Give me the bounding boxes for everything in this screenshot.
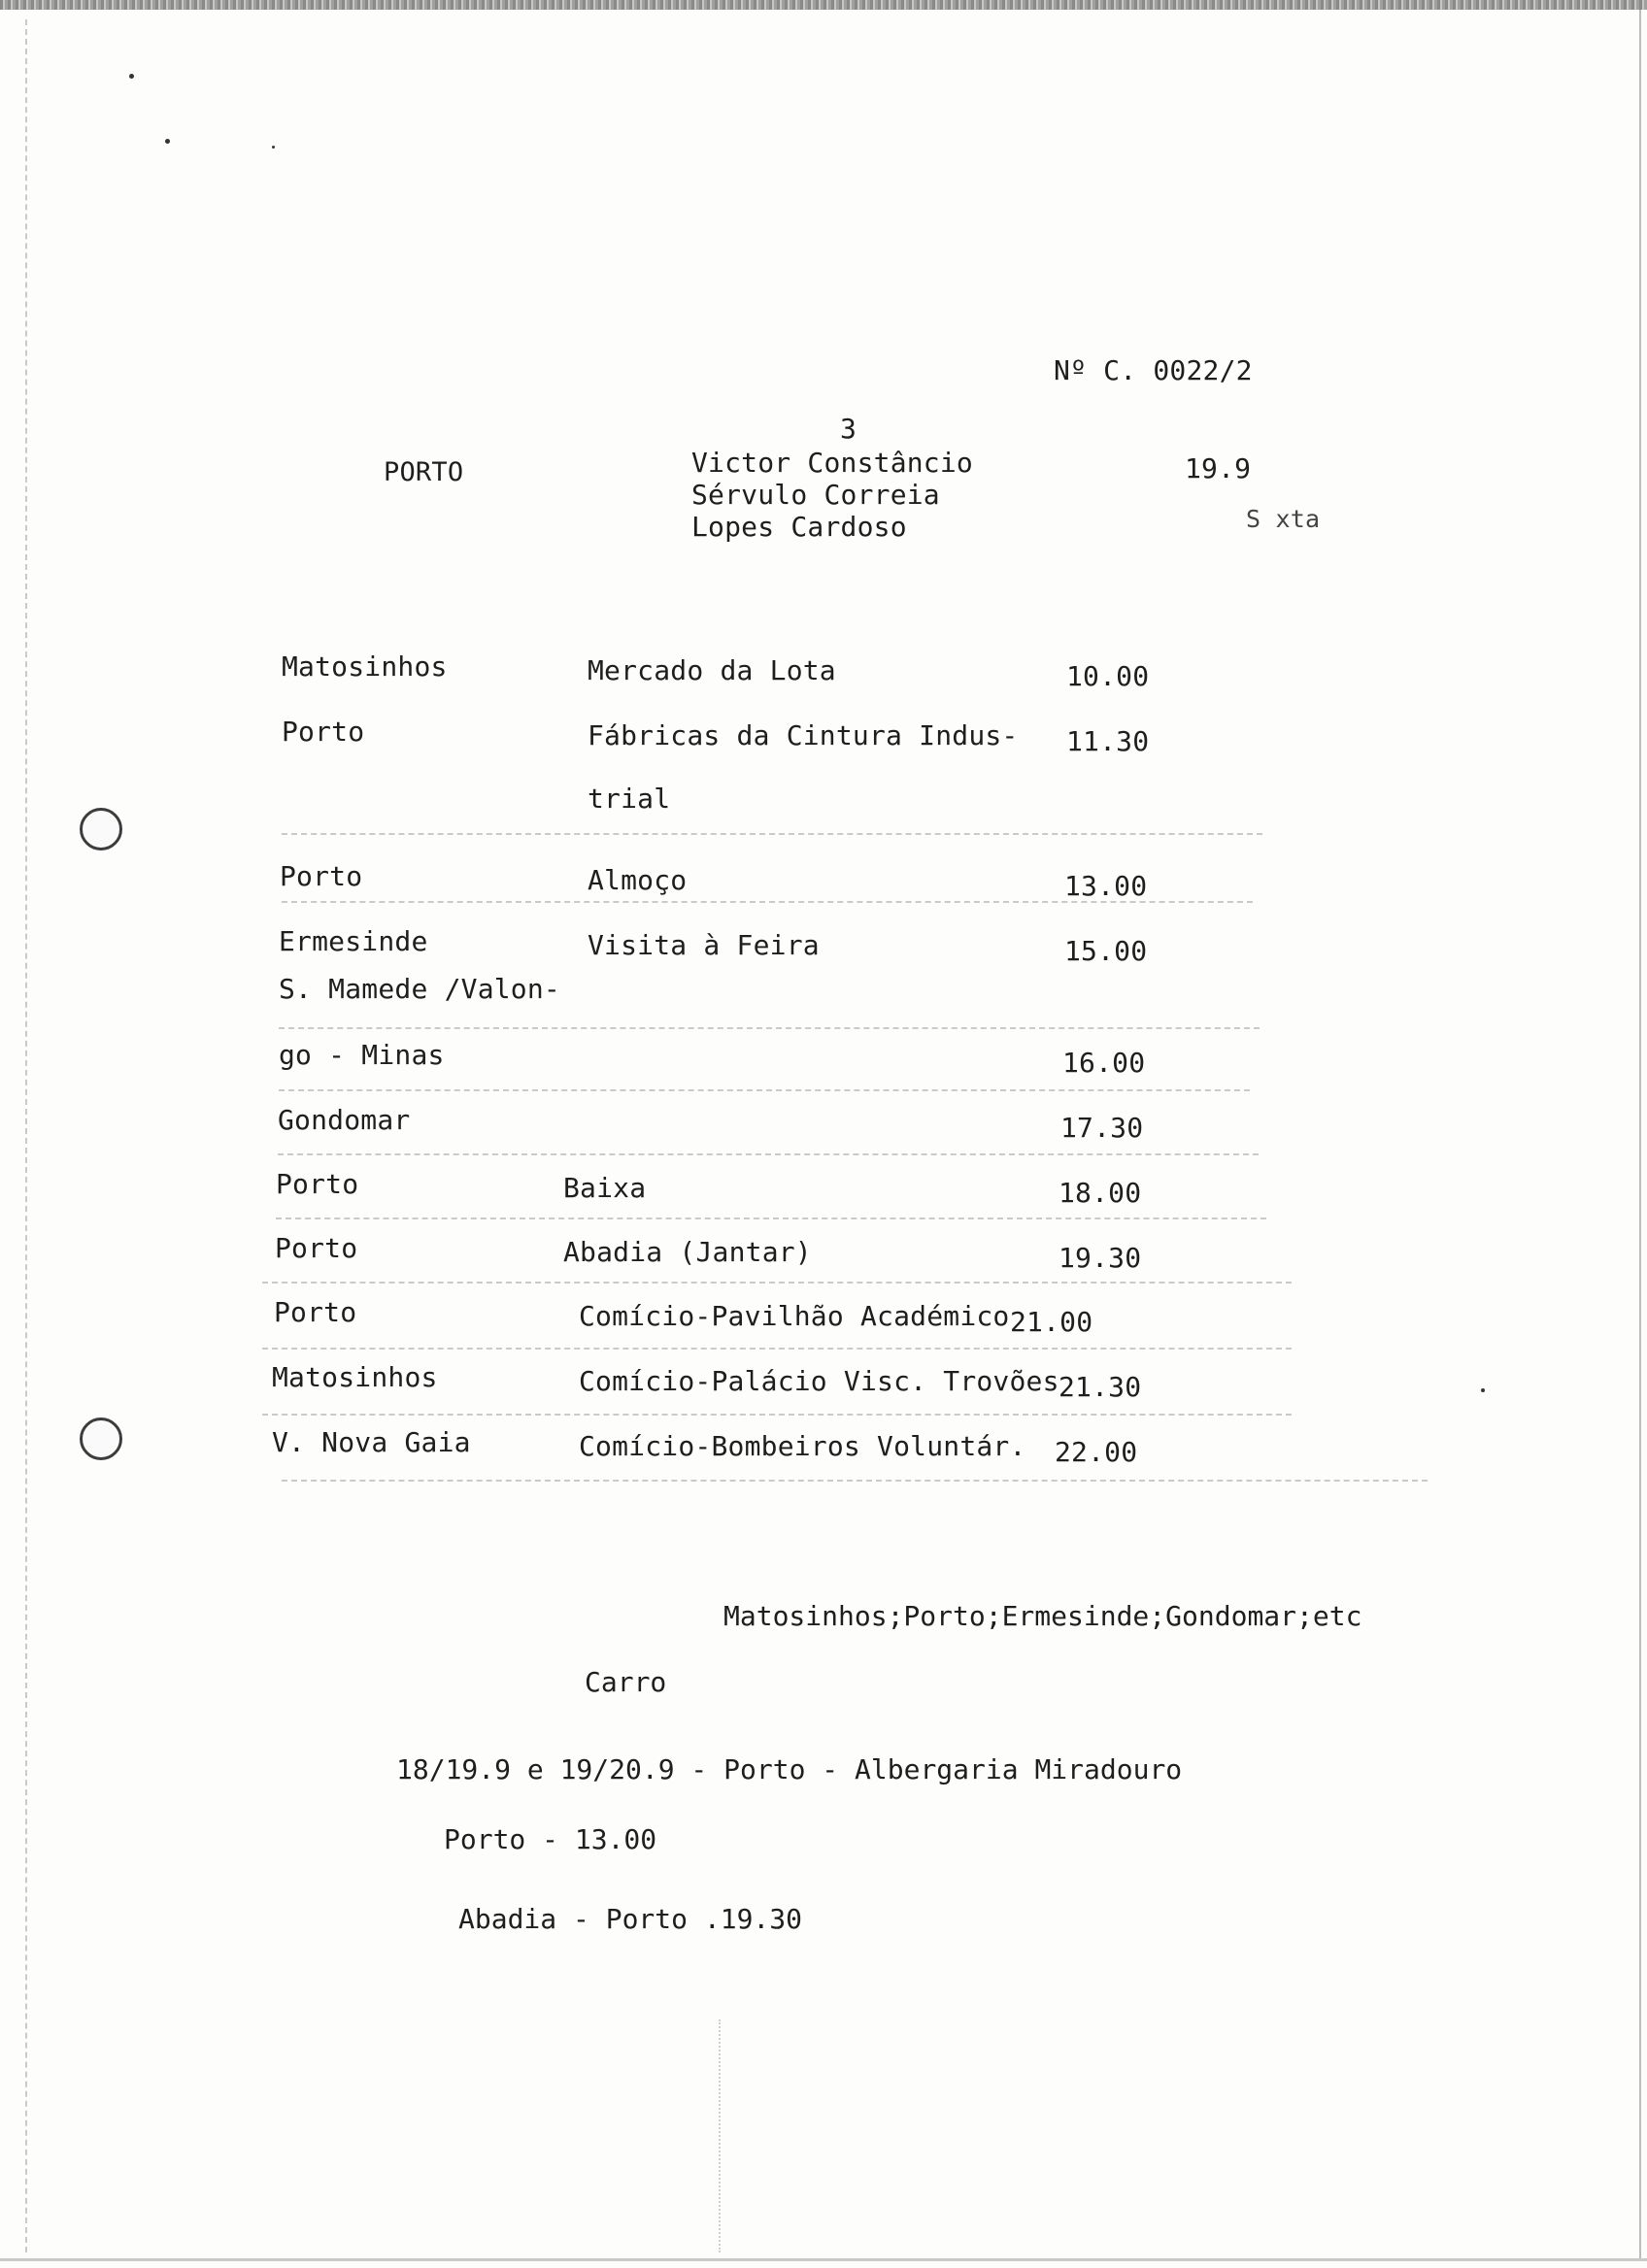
schedule-time: 17.30 bbox=[1060, 1112, 1144, 1144]
lodging-note: 18/19.9 e 19/20.9 - Porto - Albergaria Miradouro bbox=[396, 1753, 1183, 1785]
schedule-place: Matosinhos bbox=[272, 1361, 438, 1393]
schedule-event: Visita à Feira bbox=[588, 929, 820, 961]
schedule-time: 13.00 bbox=[1064, 870, 1148, 902]
scan-speck bbox=[165, 139, 170, 144]
schedule-event: Comício-Palácio Visc. Trovões bbox=[579, 1365, 1059, 1397]
header-city: PORTO bbox=[384, 457, 464, 487]
schedule-time: 19.30 bbox=[1059, 1242, 1142, 1274]
schedule-time: 21.30 bbox=[1059, 1371, 1142, 1403]
paper-fold-mark bbox=[719, 2019, 721, 2252]
schedule-event: Mercado da Lota bbox=[588, 654, 836, 686]
row-divider bbox=[282, 1480, 1428, 1482]
row-divider bbox=[262, 1348, 1292, 1350]
schedule-place: Porto bbox=[274, 1296, 357, 1328]
schedule-place: Porto bbox=[282, 716, 365, 748]
schedule-place: Porto bbox=[280, 860, 363, 892]
schedule-event: Baixa bbox=[563, 1172, 647, 1204]
scan-speck bbox=[272, 146, 275, 149]
header-weekday: S xta bbox=[1246, 505, 1321, 533]
participant-name: Victor Constâncio bbox=[691, 447, 973, 479]
page-number: 3 bbox=[840, 413, 857, 445]
schedule-time: 22.00 bbox=[1055, 1436, 1138, 1468]
scan-speck bbox=[1481, 1388, 1485, 1392]
punch-hole-icon bbox=[80, 808, 122, 850]
scan-top-edge bbox=[0, 0, 1647, 10]
row-divider bbox=[276, 1217, 1266, 1219]
row-divider bbox=[262, 1414, 1292, 1416]
schedule-place: Ermesinde bbox=[279, 925, 428, 957]
row-divider bbox=[262, 1282, 1292, 1284]
schedule-place: Matosinhos bbox=[282, 650, 448, 683]
schedule-time: 18.00 bbox=[1059, 1177, 1142, 1209]
schedule-event: Comício-Pavilhão Académico bbox=[579, 1300, 1010, 1332]
scan-bottom-edge bbox=[0, 2258, 1647, 2261]
schedule-event-continued: trial bbox=[588, 783, 671, 815]
meal-note: Porto - 13.00 bbox=[444, 1823, 657, 1855]
schedule-event: Abadia (Jantar) bbox=[563, 1236, 812, 1268]
scan-left-edge bbox=[25, 19, 27, 2252]
scan-speck bbox=[129, 74, 134, 79]
schedule-place: S. Mamede /Valon- bbox=[279, 973, 560, 1005]
row-divider bbox=[278, 1153, 1259, 1155]
row-divider bbox=[279, 1027, 1260, 1029]
schedule-time: 10.00 bbox=[1066, 660, 1150, 692]
participant-name: Sérvulo Correia bbox=[691, 479, 940, 511]
row-divider bbox=[279, 1089, 1250, 1091]
schedule-event: Comício-Bombeiros Voluntár. bbox=[579, 1430, 1026, 1462]
header-date: 19.9 bbox=[1185, 452, 1252, 484]
schedule-place: Porto bbox=[275, 1232, 358, 1264]
schedule-place-continued: go - Minas bbox=[279, 1039, 445, 1071]
punch-hole-icon bbox=[80, 1418, 122, 1460]
schedule-event: Almoço bbox=[588, 864, 688, 896]
route-summary: Matosinhos;Porto;Ermesinde;Gondomar;etc bbox=[723, 1600, 1362, 1632]
row-divider bbox=[282, 833, 1262, 835]
schedule-time: 21.00 bbox=[1010, 1306, 1093, 1338]
schedule-place: V. Nova Gaia bbox=[272, 1426, 471, 1458]
schedule-time: 11.30 bbox=[1066, 725, 1150, 757]
scan-right-edge bbox=[1639, 10, 1641, 2258]
schedule-time: 16.00 bbox=[1062, 1047, 1146, 1079]
row-divider bbox=[282, 901, 1253, 903]
meal-note: Abadia - Porto .19.30 bbox=[458, 1903, 803, 1935]
schedule-time: 15.00 bbox=[1064, 935, 1148, 967]
transport-note: Carro bbox=[585, 1666, 667, 1698]
participant-name: Lopes Cardoso bbox=[691, 511, 907, 543]
schedule-event: Fábricas da Cintura Indus- bbox=[588, 719, 1019, 751]
schedule-place: Gondomar bbox=[278, 1104, 411, 1136]
document-number: Nº C. 0022/2 bbox=[1054, 354, 1253, 386]
schedule-place: Porto bbox=[276, 1168, 359, 1200]
